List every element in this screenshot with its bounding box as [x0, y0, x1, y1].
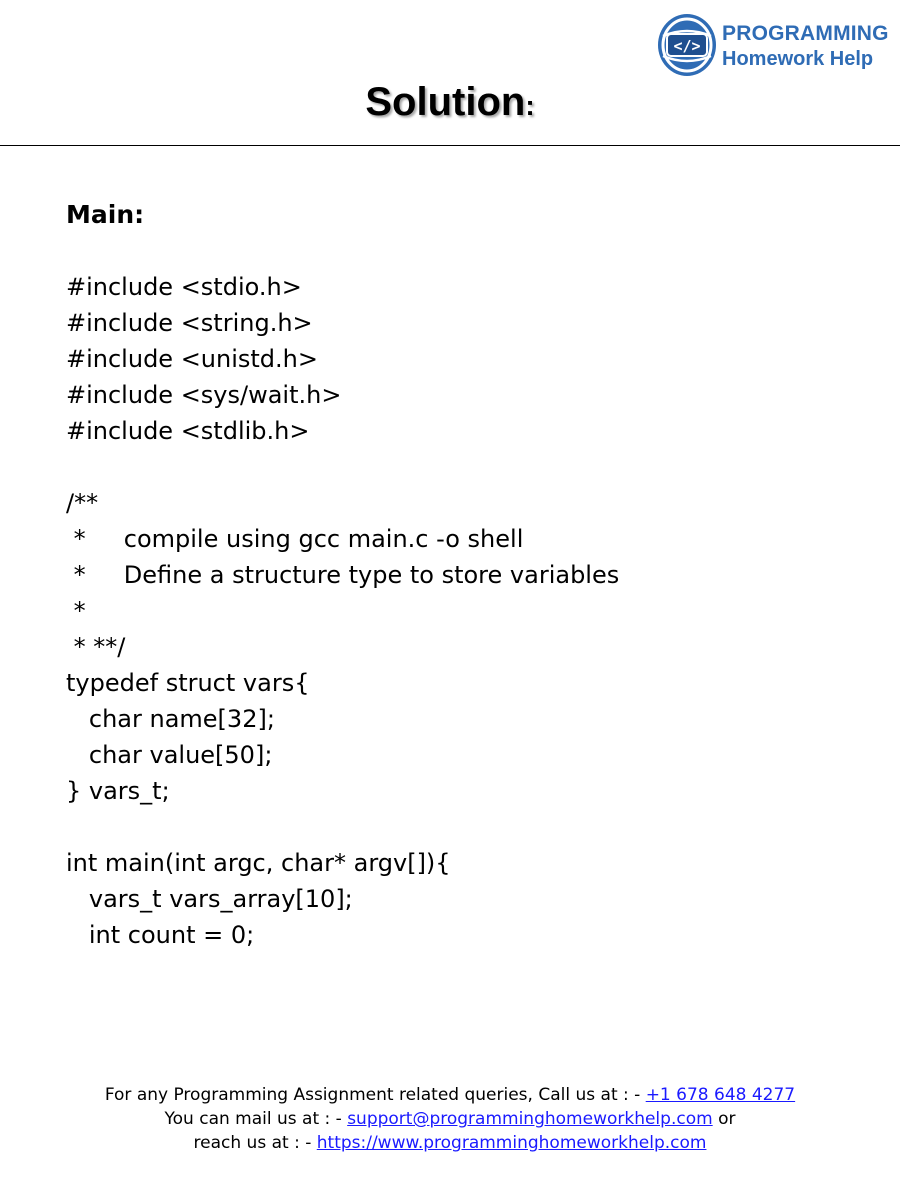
footer-line-email — [0, 1107, 900, 1131]
code-line: char name[32]; — [66, 705, 275, 733]
code-line: * compile using gcc main.c -o shell — [66, 525, 524, 553]
code-line: #include <stdlib.h> — [66, 417, 310, 445]
code-line: typedef struct vars{ — [66, 669, 310, 697]
code-line — [66, 449, 866, 485]
code-section — [66, 197, 866, 953]
code-brackets-icon — [656, 12, 718, 78]
code-line: int main(int argc, char* argv[]){ — [66, 849, 451, 877]
code-line — [66, 233, 866, 269]
page-title — [0, 80, 900, 125]
contact-footer — [0, 1083, 900, 1155]
brand-logo — [656, 12, 896, 80]
code-line: #include <unistd.h> — [66, 345, 318, 373]
code-line: #include <sys/wait.h> — [66, 381, 342, 409]
code-block — [66, 233, 866, 953]
code-line: * — [66, 597, 86, 625]
code-line: char value[50]; — [66, 741, 273, 769]
phone-link[interactable]: +1 678 648 4277 — [645, 1085, 796, 1105]
page-title-text: Solution — [365, 80, 526, 124]
code-line: int count = 0; — [66, 921, 255, 949]
section-label: Main: — [66, 200, 145, 229]
code-line: #include <string.h> — [66, 309, 313, 337]
brand-name-line1: PROGRAMMING — [722, 22, 889, 45]
code-line: } vars_t; — [66, 777, 170, 805]
page-title-colon: : — [525, 90, 535, 121]
footer-line-phone — [0, 1083, 900, 1107]
footer-email-text: You can mail us at : - — [164, 1109, 348, 1129]
email-link[interactable]: support@programminghomeworkhelp.com — [347, 1109, 713, 1129]
footer-phone-text: For any Programming Assignment related queries, Call us at : - — [104, 1085, 646, 1105]
svg-text:</>: </> — [673, 37, 701, 55]
code-line: #include <stdio.h> — [66, 273, 302, 301]
code-line: * Define a structure type to store variables — [66, 561, 620, 589]
footer-line-website — [0, 1131, 900, 1155]
website-link[interactable]: https://www.programminghomeworkhelp.com — [316, 1133, 707, 1153]
code-line: * **/ — [66, 633, 126, 661]
brand-name-line2: Homework Help — [722, 48, 874, 70]
code-line: /** — [66, 489, 99, 517]
code-line: vars_t vars_array[10]; — [66, 885, 353, 913]
header-divider — [0, 145, 900, 146]
footer-website-text: reach us at : - — [193, 1133, 317, 1153]
code-line — [66, 809, 866, 845]
footer-email-suffix: or — [712, 1109, 736, 1129]
